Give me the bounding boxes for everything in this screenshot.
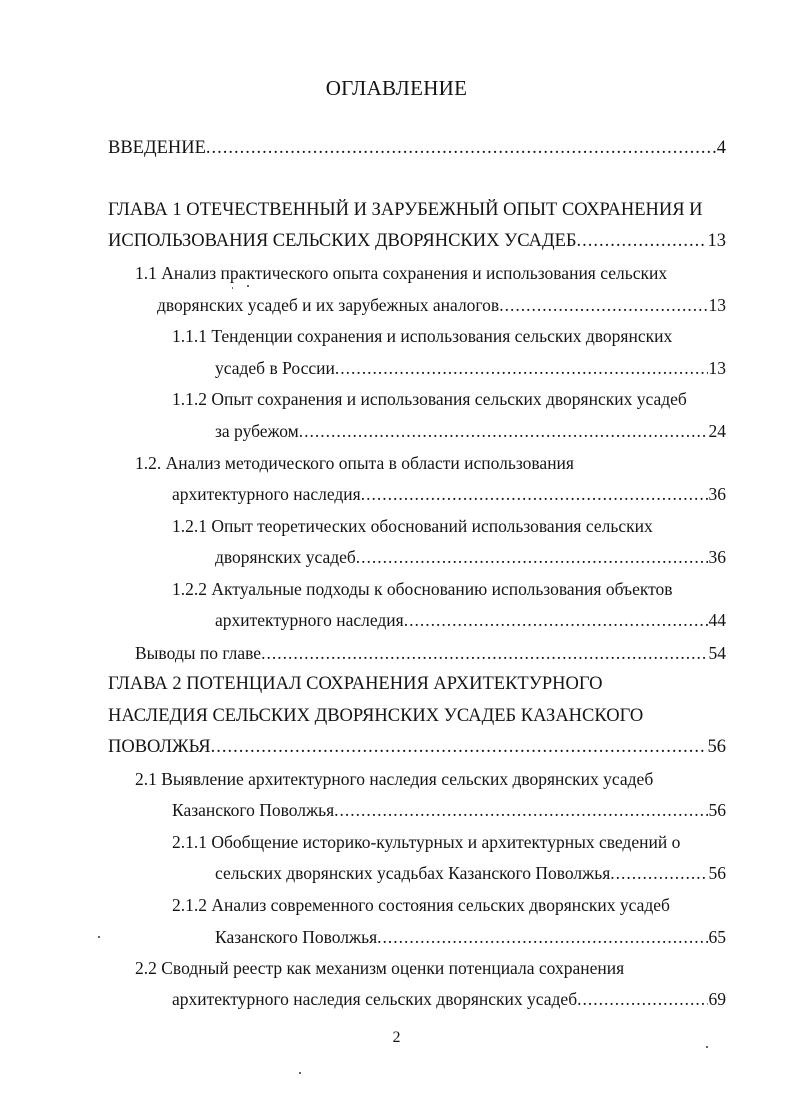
dot-leader [610, 862, 707, 884]
toc-entry-text: ГЛАВА 1 ОТЕЧЕСТВЕННЫЙ И ЗАРУБЕЖНЫЙ ОПЫТ СОХРАНЕНИЯ И [108, 200, 703, 220]
toc-entry-text: Казанского Поволжья [215, 927, 378, 947]
toc-entry-text: 1.2. Анализ методического опыта в области использования [135, 453, 574, 473]
toc-page-number: 69 [708, 989, 726, 1009]
dot-leader [577, 230, 707, 252]
toc-page-number: 24 [708, 421, 726, 441]
toc-entry-text: 1.1 Анализ практического опыта сохранения и использования сельских [135, 263, 668, 283]
dot-leader [206, 137, 716, 159]
toc-entry-text: НАСЛЕДИЯ СЕЛЬСКИХ ДВОРЯНСКИХ УСАДЕБ КАЗАНСКОГО [108, 706, 644, 726]
toc-section-1-2-line-1[interactable] [135, 452, 735, 474]
toc-page-number: 13 [707, 231, 726, 251]
toc-entry-text: ГЛАВА 2 ПОТЕНЦИАЛ СОХРАНЕНИЯ АРХИТЕКТУРНОГО [108, 674, 603, 694]
dot-leader [499, 294, 707, 316]
dot-leader [361, 483, 708, 505]
toc-page-number: 13 [708, 358, 726, 378]
scan-speck [98, 936, 100, 938]
toc-section-2-2-line-2[interactable] [172, 988, 726, 1010]
dot-leader [335, 357, 708, 379]
toc-page-number: 56 [707, 737, 726, 757]
toc-entry-text: 2.1.2 Анализ современного состояния сельских дворянских усадеб [172, 895, 670, 915]
toc-section-2-1-line-2[interactable] [172, 799, 726, 821]
toc-page-number: 36 [708, 484, 726, 504]
scan-speck [247, 285, 249, 287]
toc-page-number: 13 [708, 295, 726, 315]
toc-entry-conclusions[interactable] [135, 642, 726, 664]
toc-chapter-1-line-2[interactable] [108, 230, 726, 252]
toc-entry-intro[interactable] [108, 137, 726, 159]
toc-page-number: 44 [708, 610, 726, 630]
toc-entry-text: архитектурного наследия сельских дворянских усадеб [172, 989, 578, 1009]
toc-section-2-1-2-line-2[interactable] [215, 926, 726, 948]
toc-entry-text: Казанского Поволжья [172, 800, 335, 820]
toc-page-number: 54 [708, 643, 726, 663]
toc-page-number: 65 [708, 927, 726, 947]
toc-entry-text: Выводы по главе [135, 643, 262, 663]
dot-leader [261, 642, 707, 664]
toc-entry-text: 1.2.2 Актуальные подходы к обоснованию использования объектов [172, 579, 673, 599]
toc-section-1-2-2-line-2[interactable] [215, 609, 726, 631]
toc-entry-text: сельских дворянских усадьбах Казанского Поволжья [215, 863, 611, 883]
toc-section-1-1-1-line-1[interactable] [172, 325, 742, 347]
toc-section-1-1-2-line-1[interactable] [172, 388, 742, 410]
dot-leader [577, 988, 707, 1010]
toc-section-2-1-line-1[interactable] [135, 768, 735, 790]
toc-section-1-2-2-line-1[interactable] [172, 578, 742, 600]
toc-section-2-2-line-1[interactable] [135, 957, 735, 979]
toc-entry-text: ИСПОЛЬЗОВАНИЯ СЕЛЬСКИХ ДВОРЯНСКИХ УСАДЕБ [108, 231, 577, 251]
toc-page-number: 36 [708, 547, 726, 567]
toc-chapter-2-line-2[interactable] [108, 705, 738, 727]
toc-section-1-2-1-line-1[interactable] [172, 515, 742, 537]
toc-entry-text: 2.1 Выявление архитектурного наследия сельских дворянских усадеб [135, 769, 654, 789]
scan-speck [299, 1072, 301, 1074]
dot-leader [404, 609, 708, 631]
toc-entry-text: архитектурного наследия [172, 484, 361, 504]
toc-entry-text: ПОВОЛЖЬЯ [108, 737, 211, 757]
toc-entry-text: 1.2.1 Опыт теоретических обоснований использования сельских [172, 516, 653, 536]
dot-leader [377, 926, 707, 948]
toc-chapter-2-line-3[interactable] [108, 736, 726, 758]
toc-entry-text: усадеб в России [215, 358, 335, 378]
dot-leader [356, 546, 708, 568]
toc-page-number: 4 [716, 138, 726, 158]
dot-leader [211, 736, 707, 758]
dot-leader [334, 799, 707, 821]
toc-section-2-1-1-line-1[interactable] [172, 831, 742, 853]
toc-entry-text: 2.2 Сводный реестр как механизм оценки потенциала сохранения [135, 958, 625, 978]
scan-speck [706, 1046, 708, 1048]
toc-chapter-2-line-1[interactable] [108, 673, 738, 695]
toc-entry-text: 1.1.2 Опыт сохранения и использования сельских дворянских усадеб [172, 389, 687, 409]
toc-entry-text: дворянских усадеб и их зарубежных аналогов [157, 295, 500, 315]
toc-page-number: 56 [708, 800, 726, 820]
scan-speck [232, 287, 233, 289]
toc-chapter-1-line-1[interactable] [108, 199, 738, 221]
toc-entry-text: 2.1.1 Обобщение историко-культурных и архитектурных сведений о [172, 832, 681, 852]
page-title: ОГЛАВЛЕНИЕ [325, 76, 468, 100]
toc-section-1-2-line-2[interactable] [172, 483, 726, 505]
toc-page-number: 56 [708, 863, 726, 883]
toc-entry-text: дворянских усадеб [215, 547, 356, 567]
toc-entry-text: 1.1.1 Тенденции сохранения и использования сельских дворянских [172, 326, 673, 346]
toc-entry-text: архитектурного наследия [215, 610, 404, 630]
toc-section-1-1-line-1[interactable] [135, 262, 735, 284]
toc-entry-text: ВВЕДЕНИЕ [108, 138, 206, 158]
toc-section-1-1-line-2[interactable] [157, 294, 726, 316]
toc-entry-text: за рубежом [215, 421, 299, 441]
dot-leader [299, 420, 708, 442]
toc-section-1-1-2-line-2[interactable] [215, 420, 726, 442]
toc-section-1-2-1-line-2[interactable] [215, 546, 726, 568]
toc-section-2-1-2-line-1[interactable] [172, 894, 742, 916]
page-number: 2 [392, 1029, 401, 1046]
toc-section-1-1-1-line-2[interactable] [215, 357, 726, 379]
toc-section-2-1-1-line-2[interactable] [215, 862, 726, 884]
